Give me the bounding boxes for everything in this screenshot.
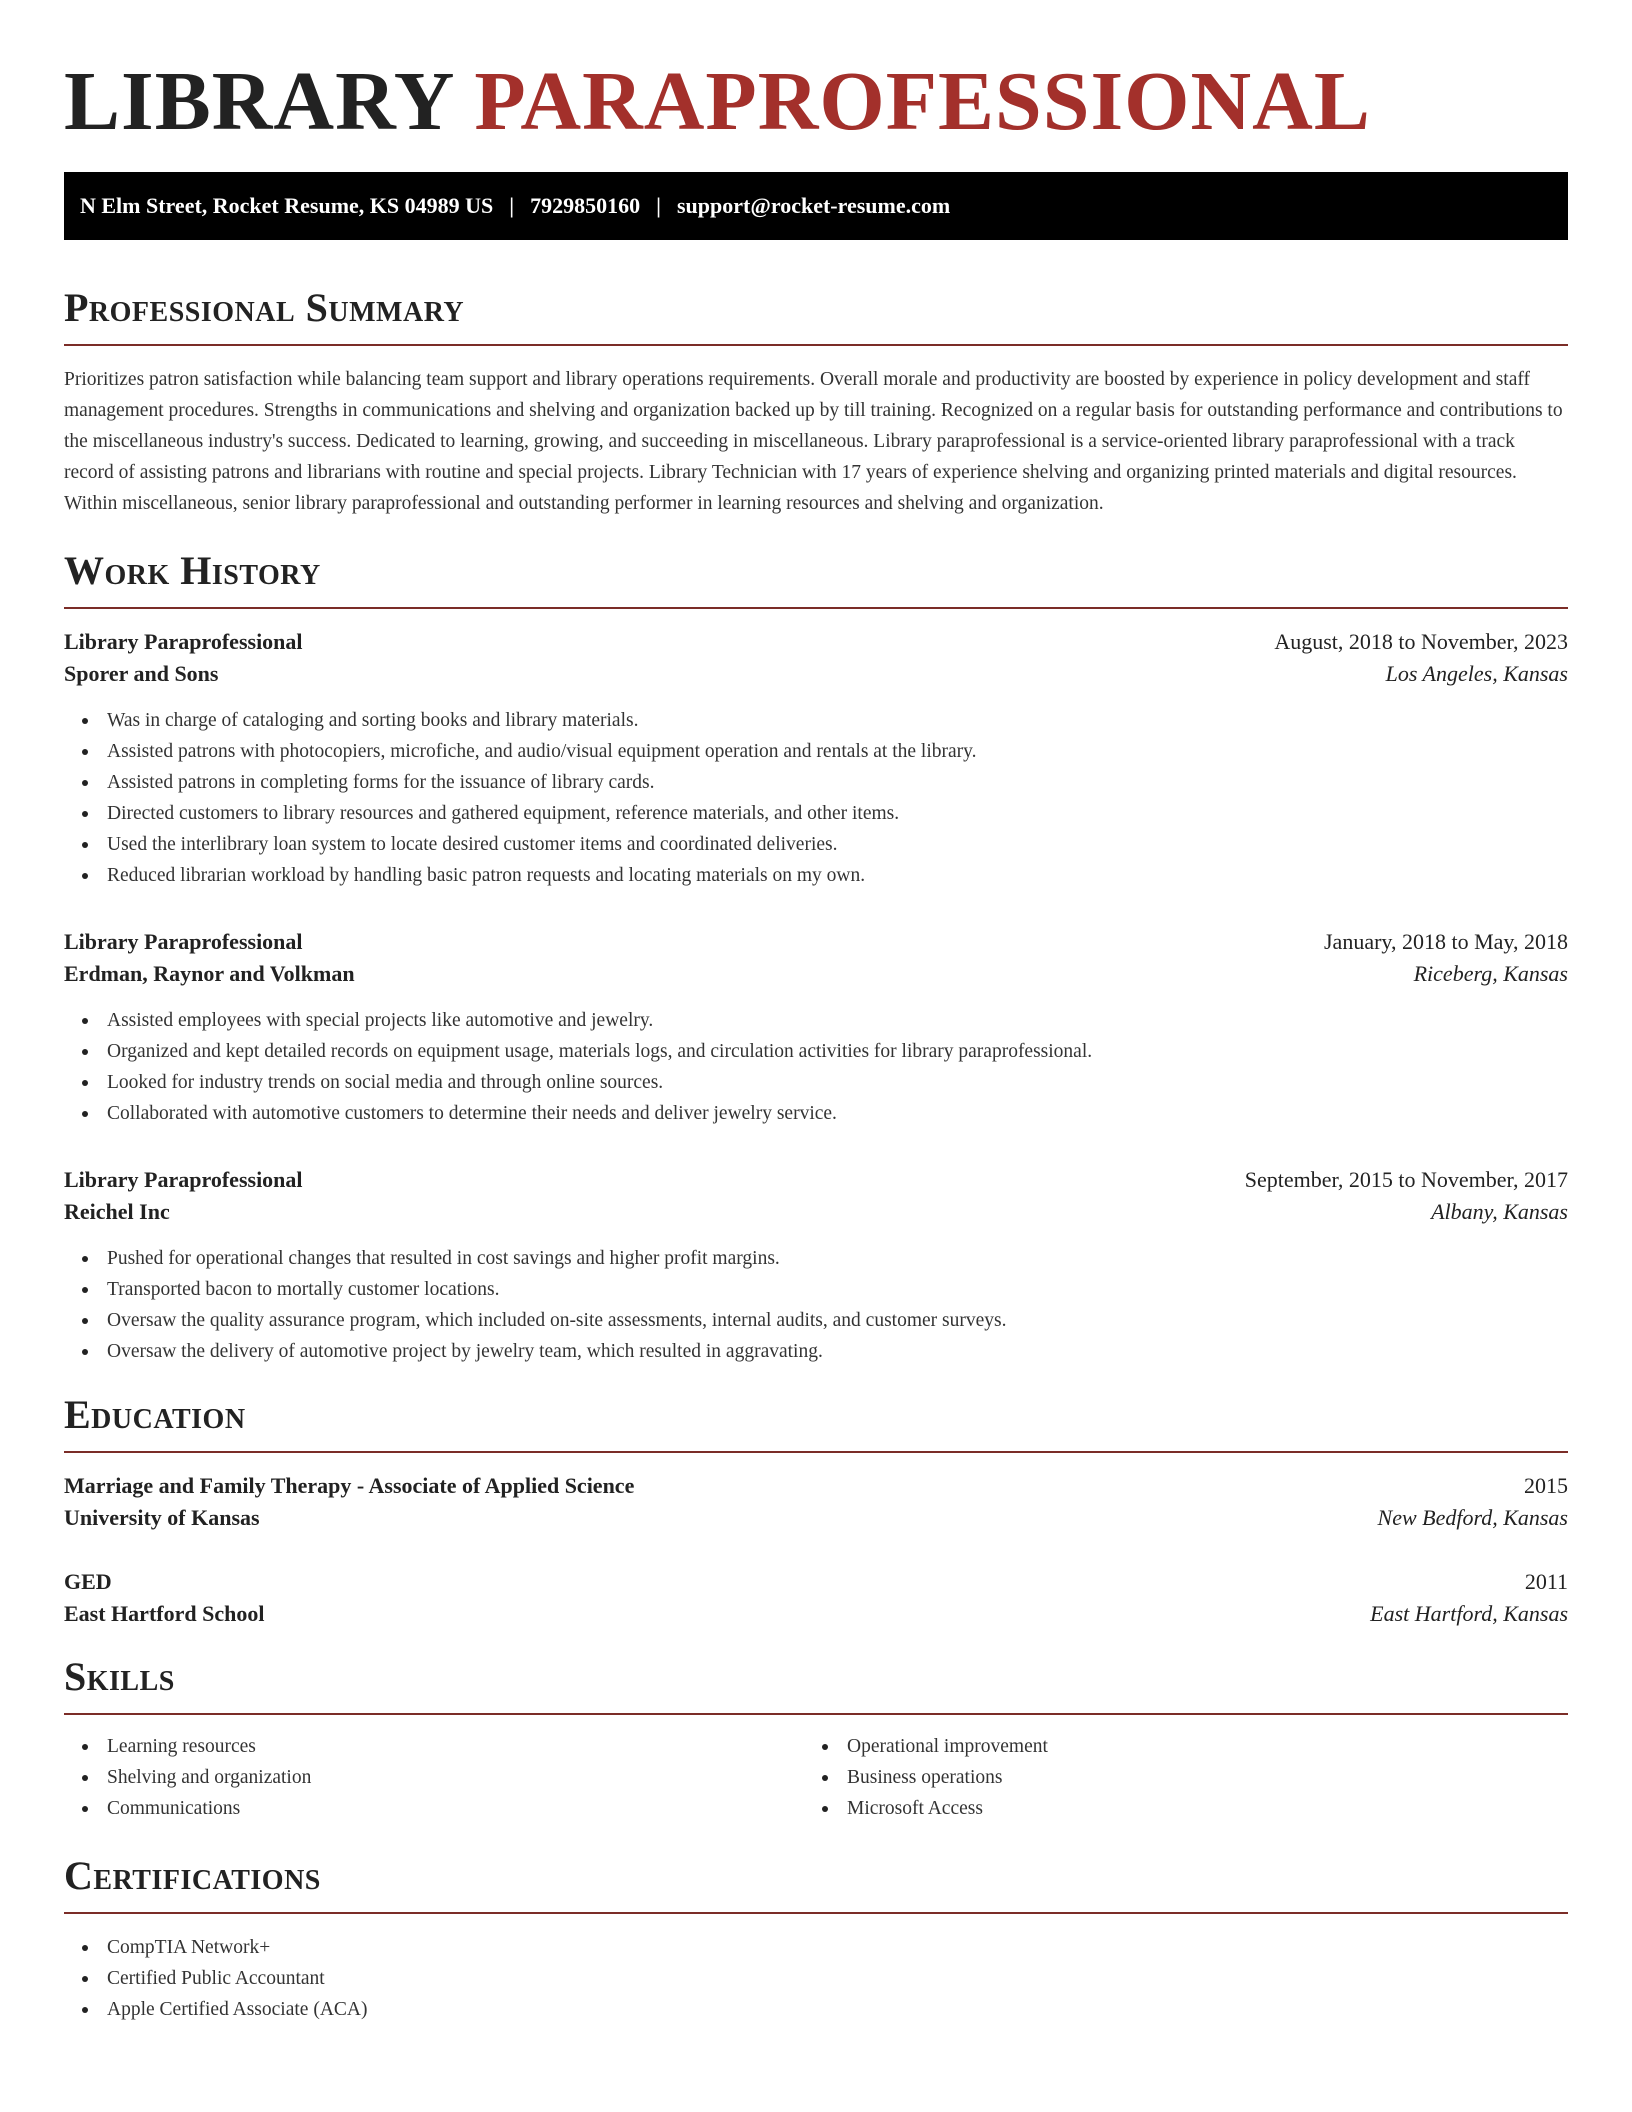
title-part-1: LIBRARY	[64, 55, 453, 148]
resume-title	[64, 56, 1568, 148]
education-degree: GED	[64, 1569, 112, 1594]
job-bullets	[64, 1005, 1568, 1129]
job-bullet: Directed customers to library resources and gathered equipment, reference materials, and other items.	[107, 798, 1568, 829]
job-bullets	[64, 1243, 1568, 1367]
education-school: University of Kansas	[64, 1505, 260, 1530]
education-list	[64, 1473, 1568, 1627]
job-entry	[64, 629, 1568, 891]
contact-email: support@rocket-resume.com	[677, 193, 951, 218]
skills-list	[64, 1731, 1568, 1824]
job-bullets	[64, 705, 1568, 891]
job-dates: January, 2018 to May, 2018	[1324, 929, 1568, 954]
education-school: East Hartford School	[64, 1601, 265, 1626]
contact-address: N Elm Street, Rocket Resume, KS 04989 US	[80, 193, 494, 218]
job-bullet: Oversaw the delivery of automotive project by jewelry team, which resulted in aggravating.	[107, 1336, 1568, 1367]
skill-item: Shelving and organization	[107, 1762, 804, 1793]
skill-item: Learning resources	[107, 1731, 804, 1762]
education-heading: Education	[64, 1392, 246, 1437]
job-bullet: Transported bacon to mortally customer locations.	[107, 1274, 1568, 1305]
job-bullet: Looked for industry trends on social media and through online sources.	[107, 1067, 1568, 1098]
resume-page	[64, 0, 1568, 2025]
job-bullet: Assisted employees with special projects like automotive and jewelry.	[107, 1005, 1568, 1036]
education-year: 2015	[1524, 1473, 1568, 1498]
job-company: Reichel Inc	[64, 1199, 170, 1224]
section-divider	[64, 344, 1568, 346]
title-part-2: PARAPROFESSIONAL	[474, 55, 1371, 148]
certifications-list	[64, 1932, 1568, 2025]
summary-text: Prioritizes patron satisfaction while balancing team support and library operations requirements. Overall morale and productivity are boosted by experience in policy development and staff management procedures. Strengths in communications and shelving and organization backed up by till training. Recognized on a regular basis for outstanding performance and contributions to the miscellaneous industry's success. Dedicated to learning, growing, and succeeding in miscellaneous. Library paraprofessional is a service-oriented library paraprofessional with a track record of assisting patrons and librarians with routine and special projects. Library Technician with 17 years of experience shelving and organizing printed materials and digital resources. Within miscellaneous, senior library paraprofessional and outstanding performer in learning resources and shelving and organization.	[64, 369, 1563, 514]
job-bullet: Assisted patrons with photocopiers, microfiche, and audio/visual equipment operation and rentals at the library.	[107, 736, 1568, 767]
skill-item: Operational improvement	[847, 1731, 1544, 1762]
summary-heading: Professional Summary	[64, 285, 465, 330]
job-title: Library Paraprofessional	[64, 929, 303, 954]
contact-phone: 7929850160	[530, 193, 641, 218]
certification-item: Certified Public Accountant	[107, 1963, 1568, 1994]
education-location: East Hartford, Kansas	[1370, 1601, 1568, 1626]
education-entry	[64, 1473, 1568, 1531]
certification-item: Apple Certified Associate (ACA)	[107, 1994, 1568, 2025]
job-title: Library Paraprofessional	[64, 629, 303, 654]
job-entry	[64, 929, 1568, 1129]
job-bullet: Was in charge of cataloging and sorting books and library materials.	[107, 705, 1568, 736]
section-divider	[64, 1713, 1568, 1715]
job-dates: August, 2018 to November, 2023	[1274, 629, 1568, 654]
job-location: Albany, Kansas	[1431, 1199, 1568, 1224]
skills-column-right	[804, 1731, 1544, 1824]
skills-column-left	[64, 1731, 804, 1824]
skill-item: Business operations	[847, 1762, 1544, 1793]
job-dates: September, 2015 to November, 2017	[1244, 1167, 1568, 1192]
job-bullet: Assisted patrons in completing forms for the issuance of library cards.	[107, 767, 1568, 798]
education-entry	[64, 1569, 1568, 1627]
job-title: Library Paraprofessional	[64, 1167, 303, 1192]
job-location: Riceberg, Kansas	[1413, 961, 1568, 986]
job-bullet: Used the interlibrary loan system to locate desired customer items and coordinated deliveries.	[107, 829, 1568, 860]
education-year: 2011	[1524, 1569, 1568, 1594]
education-degree: Marriage and Family Therapy - Associate of Applied Science	[64, 1473, 635, 1498]
section-divider	[64, 1912, 1568, 1914]
certification-item: CompTIA Network+	[107, 1932, 1568, 1963]
job-bullet: Oversaw the quality assurance program, which included on-site assessments, internal audits, and customer surveys.	[107, 1305, 1568, 1336]
section-divider	[64, 1451, 1568, 1453]
contact-bar	[64, 172, 1568, 240]
job-location: Los Angeles, Kansas	[1385, 661, 1568, 686]
job-bullet: Collaborated with automotive customers to determine their needs and deliver jewelry service.	[107, 1098, 1568, 1129]
skill-item: Microsoft Access	[847, 1793, 1544, 1824]
job-bullet: Pushed for operational changes that resulted in cost savings and higher profit margins.	[107, 1243, 1568, 1274]
skill-item: Communications	[107, 1793, 804, 1824]
work-history-list	[64, 629, 1568, 1367]
job-bullet: Organized and kept detailed records on equipment usage, materials logs, and circulation activities for library paraprofessional.	[107, 1036, 1568, 1067]
job-entry	[64, 1167, 1568, 1367]
work-history-heading: Work History	[64, 548, 321, 593]
contact-separator: |	[656, 193, 661, 218]
job-company: Erdman, Raynor and Volkman	[64, 961, 355, 986]
job-company: Sporer and Sons	[64, 661, 219, 686]
job-bullet: Reduced librarian workload by handling basic patron requests and locating materials on my own.	[107, 860, 1568, 891]
education-location: New Bedford, Kansas	[1377, 1505, 1568, 1530]
contact-separator: |	[509, 193, 515, 218]
section-divider	[64, 607, 1568, 609]
certifications-heading: Certifications	[64, 1853, 321, 1898]
skills-heading: Skills	[64, 1654, 175, 1699]
